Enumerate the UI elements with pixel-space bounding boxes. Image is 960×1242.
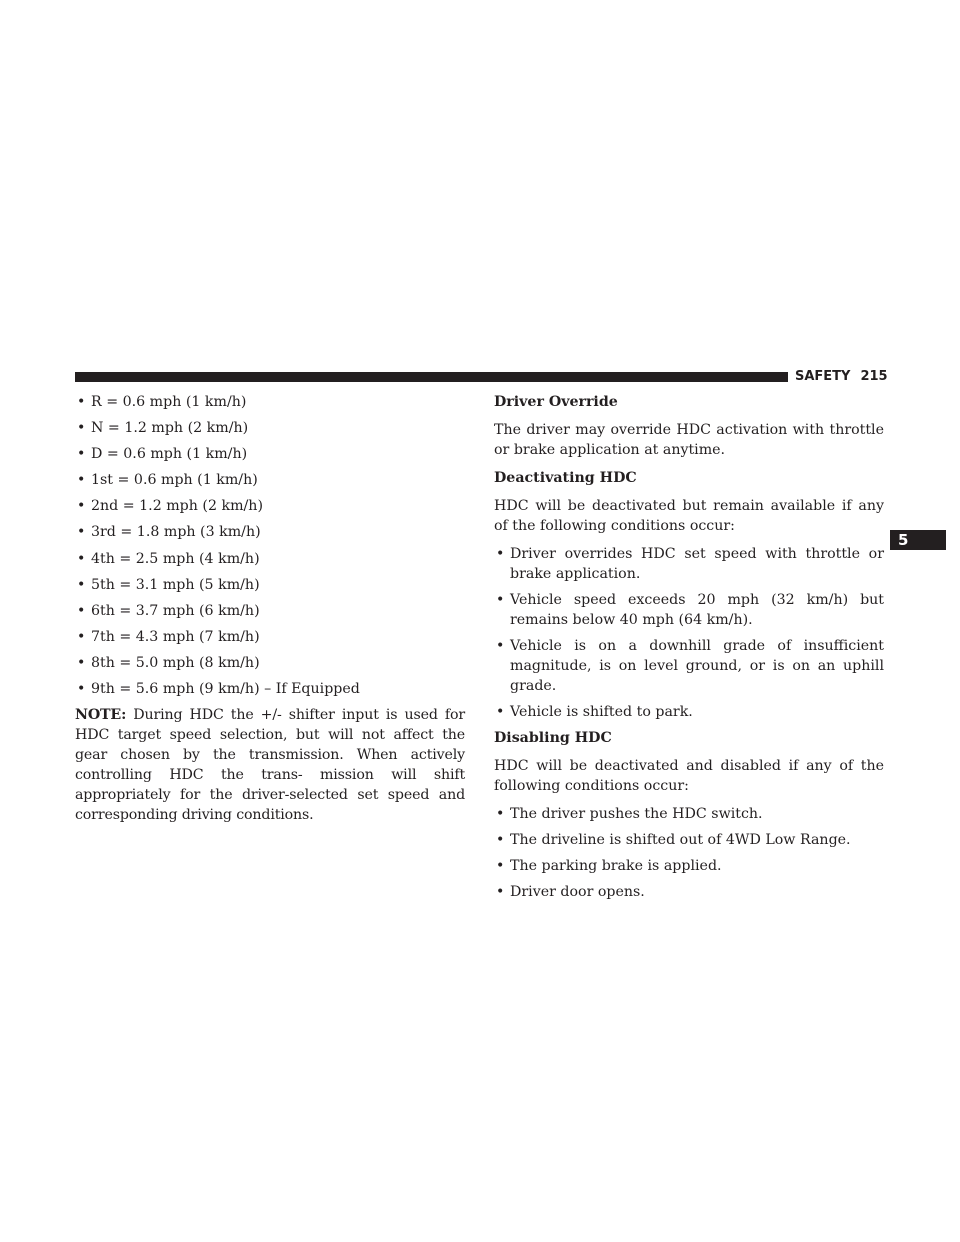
section-title: SAFETY xyxy=(795,369,851,384)
list-item: • 3rd = 1.8 mph (3 km/h) xyxy=(75,522,465,542)
list-item: • 9th = 5.6 mph (9 km/h) – If Equipped xyxy=(75,679,465,699)
list-item: • Driver overrides HDC set speed with throttle or brake application. xyxy=(494,544,884,584)
disabling-list xyxy=(494,804,884,902)
deactivating-list xyxy=(494,544,884,722)
note-label: NOTE: xyxy=(75,707,127,724)
list-item: • The parking brake is applied. xyxy=(494,856,884,876)
page-header xyxy=(795,368,895,386)
list-item: • Vehicle is shifted to park. xyxy=(494,702,884,722)
list-item: • Driver door opens. xyxy=(494,882,884,902)
note-paragraph xyxy=(75,705,465,825)
header-rule xyxy=(75,372,788,382)
list-item: • 7th = 4.3 mph (7 km/h) xyxy=(75,627,465,647)
right-column xyxy=(494,392,884,908)
list-item: • Vehicle speed exceeds 20 mph (32 km/h) but remains below 40 mph (64 km/h). xyxy=(494,590,884,630)
chapter-tab xyxy=(890,530,946,550)
disabling-heading: Disabling HDC xyxy=(494,730,612,746)
list-item: • D = 0.6 mph (1 km/h) xyxy=(75,444,465,464)
driver-override-heading: Driver Override xyxy=(494,394,618,410)
deactivating-heading: Deactivating HDC xyxy=(494,470,637,486)
list-item: • 1st = 0.6 mph (1 km/h) xyxy=(75,470,465,490)
list-item: • N = 1.2 mph (2 km/h) xyxy=(75,418,465,438)
list-item: • 4th = 2.5 mph (4 km/h) xyxy=(75,549,465,569)
disabling-body: HDC will be deactivated and disabled if any of the following conditions occur: xyxy=(494,758,884,794)
list-item: • 8th = 5.0 mph (8 km/h) xyxy=(75,653,465,673)
left-column xyxy=(75,392,465,825)
speed-list xyxy=(75,392,465,699)
chapter-number: 5 xyxy=(898,531,909,549)
list-item: • The driver pushes the HDC switch. xyxy=(494,804,884,824)
list-item: • 6th = 3.7 mph (6 km/h) xyxy=(75,601,465,621)
driver-override-body: The driver may override HDC activation with throttle or brake application at anytime. xyxy=(494,422,884,458)
deactivating-body: HDC will be deactivated but remain available if any of the following conditions occur: xyxy=(494,498,884,534)
list-item: • The driveline is shifted out of 4WD Low Range. xyxy=(494,830,884,850)
list-item: • Vehicle is on a downhill grade of insufficient magnitude, is on level ground, or is on an uphill grade. xyxy=(494,636,884,696)
note-text: During HDC the +/- shifter input is used for HDC target speed selection, but will not affect the gear chosen by the transmission. When actively controlling HDC the trans- mission will shift appropriately for the driver-selected set speed and corresponding driving conditions. xyxy=(75,707,465,824)
page-number: 215 xyxy=(860,369,888,384)
list-item: • 2nd = 1.2 mph (2 km/h) xyxy=(75,496,465,516)
list-item: • 5th = 3.1 mph (5 km/h) xyxy=(75,575,465,595)
list-item: • R = 0.6 mph (1 km/h) xyxy=(75,392,465,412)
